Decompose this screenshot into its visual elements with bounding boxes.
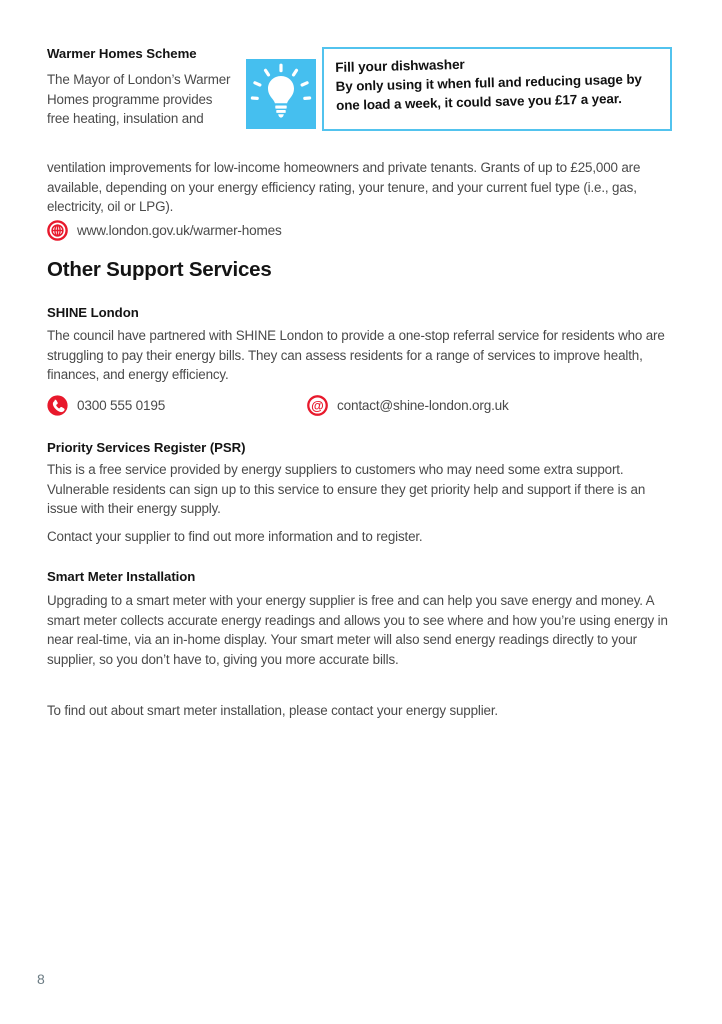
priority-services-register-contact-line: Contact your supplier to find out more information and to register. [47, 529, 423, 544]
warmer-homes-heading: Warmer Homes Scheme [47, 46, 197, 61]
warmer-homes-body-paragraph: ventilation improvements for low-income homeowners and private tenants. Grants of up to £25,000 are available, depending on your energy efficiency rating, your tenure, and your current fuel type (i.e., gas, electricity, oil or LPG). [47, 160, 641, 215]
shine-london-body: The council have partnered with SHINE London to provide a one-stop referral service for residents who are struggling to pay their energy bills. They can assess residents for a range of services to improve health, finances, and energy efficiency. [47, 328, 665, 383]
priority-services-register-heading: Priority Services Register (PSR) [47, 440, 246, 455]
shine-london-email-row[interactable] [307, 395, 509, 416]
dishwasher-tip-callout [322, 47, 672, 131]
warmer-homes-website-text[interactable]: www.london.gov.uk/warmer-homes [77, 223, 282, 238]
smart-meter-installation-contact-line: To find out about smart meter installation, please contact your energy supplier. [47, 703, 498, 718]
globe-icon [47, 220, 68, 241]
shine-london-heading: SHINE London [47, 305, 139, 320]
warmer-homes-website-row[interactable] [47, 220, 282, 241]
smart-meter-installation-heading: Smart Meter Installation [47, 569, 196, 584]
phone-icon [47, 395, 68, 416]
dishwasher-tip-body: By only using it when full and reducing usage by one load a week, it could save you £17 a year. [335, 71, 642, 113]
dishwasher-tip-title: Fill your dishwasher [335, 56, 465, 75]
shine-london-phone-row[interactable] [47, 395, 165, 416]
page-number: 8 [37, 971, 45, 987]
warmer-homes-intro-paragraph: The Mayor of London’s Warmer Homes programme provides free heating, insulation and [47, 72, 231, 127]
priority-services-register-body: This is a free service provided by energy suppliers to customers who may need some extra support. Vulnerable residents can sign up to this service to ensure they get priority help and support if there is an issue with their energy supply. [47, 462, 646, 517]
shine-london-phone-text[interactable]: 0300 555 0195 [77, 398, 166, 413]
smart-meter-installation-body: Upgrading to a smart meter with your energy supplier is free and can help you save energy and money. A smart meter collects accurate energy readings and allows you to see where and how you’re using energy in near real-time, via an in-home display. Your smart meter will also send energy readings directly to your supplier, so you don’t have to, giving you more accurate bills. [47, 593, 668, 667]
other-support-services-heading: Other Support Services [47, 258, 272, 281]
svg-text:@: @ [311, 398, 324, 413]
shine-london-email-text[interactable]: contact@shine-london.org.uk [337, 398, 509, 413]
at-sign-icon [307, 395, 328, 416]
lightbulb-icon-tile [246, 59, 316, 129]
lightbulb-icon [246, 59, 316, 129]
